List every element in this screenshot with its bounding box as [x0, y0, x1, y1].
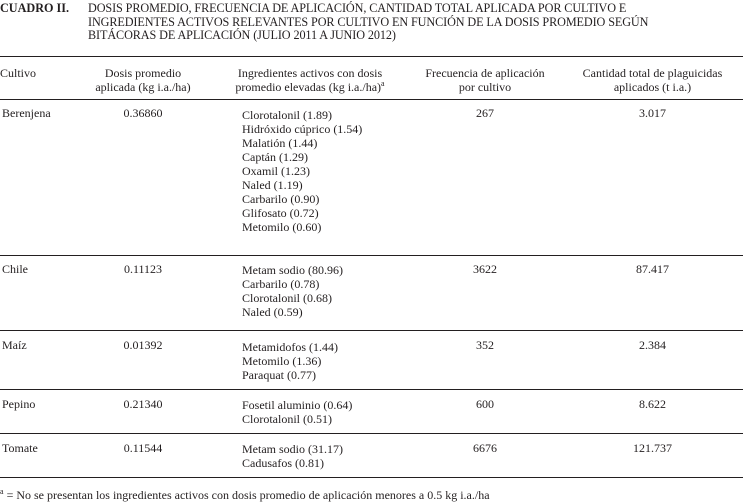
header-total — [565, 66, 740, 94]
cell-crop: Maíz — [2, 338, 27, 352]
header-ingredients-footnote-marker: a — [381, 79, 385, 88]
header-total-line-1: Cantidad total de plaguicidas — [582, 66, 723, 80]
footnote-text: = No se presentan los ingredientes activos con dosis promedio de aplicación menores a 0.5 kg i.a./ha — [3, 488, 490, 502]
header-frequency — [412, 66, 558, 94]
header-ingredients-line-2-text: promedio elevadas (kg i.a./ha) — [235, 80, 382, 94]
list-item: Clorotalonil (0.51) — [242, 412, 332, 426]
caption-text — [88, 2, 743, 43]
cell-dose: 0.11123 — [123, 262, 163, 276]
list-item: Metam sodio (80.96) — [242, 263, 343, 277]
cell-crop: Chile — [2, 262, 28, 276]
header-rule — [0, 99, 743, 100]
cell-total: 8.622 — [639, 397, 666, 411]
row-divider — [0, 389, 743, 390]
header-crop — [0, 66, 36, 80]
caption-label: CUADRO II. — [0, 1, 70, 15]
row-divider — [0, 433, 743, 434]
cell-dose: 0.36860 — [123, 106, 163, 120]
header-frequency-line-1: Frecuencia de aplicación — [425, 66, 545, 80]
caption-line-1: DOSIS PROMEDIO, FRECUENCIA DE APLICACIÓN, CANTIDAD TOTAL APLICADA POR CULTIVO E — [88, 1, 627, 15]
list-item: Metam sodio (31.17) — [242, 442, 343, 456]
cell-total: 3.017 — [639, 106, 666, 120]
cell-frequency: 352 — [476, 338, 494, 352]
list-item: Carbarilo (0.90) — [242, 192, 320, 206]
list-item: Fosetil aluminio (0.64) — [242, 398, 353, 412]
list-item: Naled (0.59) — [242, 305, 303, 319]
header-dose — [78, 66, 208, 94]
header-total-line-2: aplicados (t i.a.) — [613, 80, 692, 94]
header-dose-line-1: Dosis promedio — [104, 66, 182, 80]
cell-total: 87.417 — [636, 262, 669, 276]
list-item: Paraquat (0.77) — [242, 368, 316, 382]
list-item: Carbarilo (0.78) — [242, 277, 320, 291]
cell-crop: Pepino — [2, 397, 36, 411]
list-item: Metamidofos (1.44) — [242, 340, 338, 354]
cell-dose: 0.21340 — [123, 397, 163, 411]
footnote-marker: a — [0, 487, 4, 496]
cell-frequency: 3622 — [473, 262, 497, 276]
ingredient-list — [242, 442, 343, 470]
caption-line-2: INGREDIENTES ACTIVOS RELEVANTES POR CULTIVO EN FUNCIÓN DE LA DOSIS PROMEDIO SEGÚN — [88, 14, 649, 29]
header-ingredients-line-1: Ingredientes activos con dosis — [237, 66, 383, 80]
list-item: Clorotalonil (1.89) — [242, 108, 332, 122]
row-divider — [0, 255, 743, 256]
cell-total: 2.384 — [639, 338, 666, 352]
list-item: Glifosato (0.72) — [242, 206, 319, 220]
header-crop-label: Cultivo — [0, 66, 37, 80]
header-frequency-line-2: por cultivo — [458, 80, 512, 94]
cell-frequency: 267 — [476, 106, 494, 120]
ingredient-list — [242, 398, 352, 426]
list-item: Malatión (1.44) — [242, 136, 318, 150]
top-rule — [0, 56, 743, 57]
header-dose-line-2: aplicada (kg i.a./ha) — [95, 80, 191, 94]
list-item: Captán (1.29) — [242, 150, 308, 164]
cell-frequency: 6676 — [473, 441, 497, 455]
list-item: Hidróxido cúprico (1.54) — [242, 122, 363, 136]
list-item: Clorotalonil (0.68) — [242, 291, 332, 305]
cell-crop: Tomate — [2, 441, 38, 455]
table-footnote — [0, 488, 490, 502]
header-ingredients-line-2 — [215, 80, 405, 94]
list-item: Cadusafos (0.81) — [242, 456, 324, 470]
list-item: Naled (1.19) — [242, 178, 303, 192]
list-item: Oxamil (1.23) — [242, 164, 310, 178]
ingredient-list — [242, 108, 362, 234]
ingredient-list — [242, 263, 343, 319]
cell-frequency: 600 — [476, 397, 494, 411]
ingredient-list — [242, 340, 338, 382]
cell-dose: 0.01392 — [123, 338, 163, 352]
bottom-rule — [0, 477, 743, 478]
cell-total: 121.737 — [633, 441, 672, 455]
cell-crop: Berenjena — [2, 106, 51, 120]
row-divider — [0, 330, 743, 331]
caption-line-3: BITÁCORAS DE APLICACIÓN (JULIO 2011 A JUNIO 2012) — [88, 28, 396, 42]
header-ingredients — [215, 66, 405, 94]
list-item: Metomilo (0.60) — [242, 220, 322, 234]
list-item: Metomilo (1.36) — [242, 354, 322, 368]
cell-dose: 0.11544 — [123, 441, 163, 455]
